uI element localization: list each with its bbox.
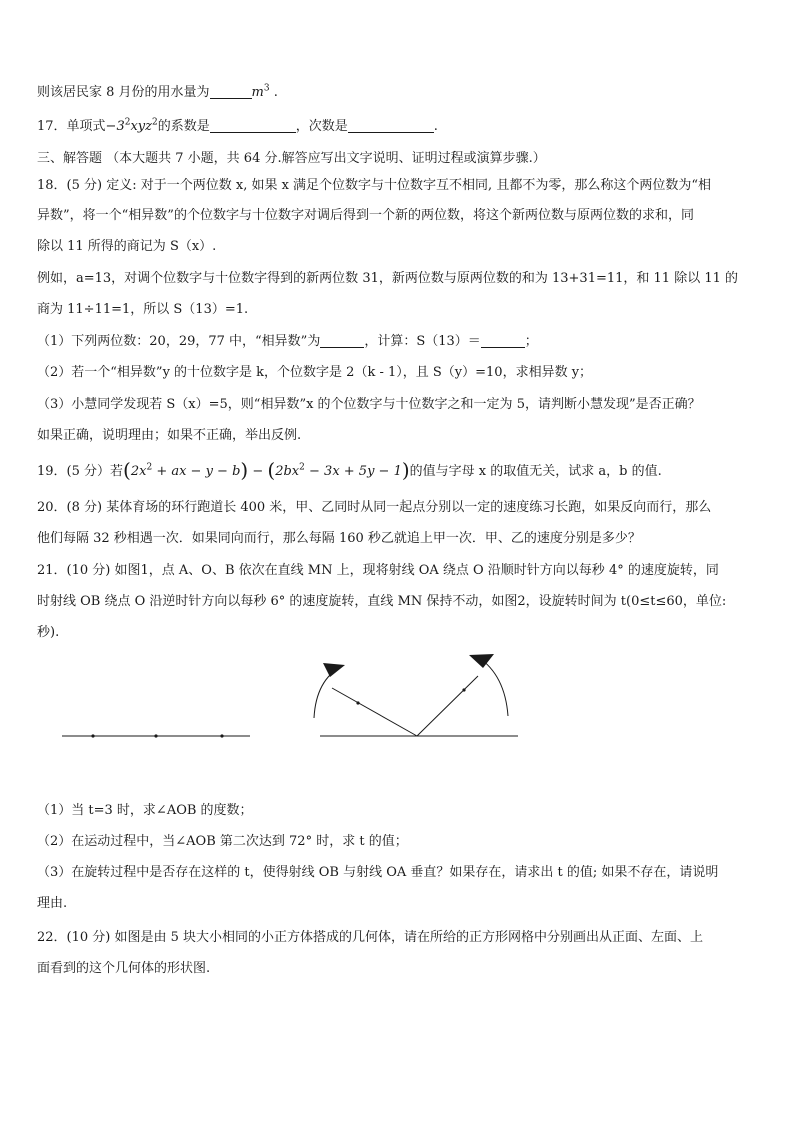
- arrowhead-ob: [469, 654, 494, 668]
- q18-line3: 除以 11 所得的商记为 S（x）.: [37, 239, 217, 254]
- paren-open: (: [267, 458, 276, 482]
- q21-part3-cont: 理由.: [37, 896, 68, 911]
- ray-oa: [332, 688, 417, 736]
- q18-part1: [37, 333, 757, 351]
- q18-part1-end: ；: [524, 334, 538, 349]
- q18-part1-text: （1）下列两位数：20，29，77 中，“相异数”为: [37, 334, 321, 349]
- q19-label: 19．(5 分）若: [37, 464, 124, 479]
- q19: [37, 458, 757, 482]
- unit-exponent: 3: [263, 83, 270, 94]
- point-b: [220, 734, 223, 737]
- exp: 2: [299, 462, 305, 473]
- section-heading: 三、解答题 （本大题共 7 小题，共 64 分.解答应写出文字说明、证明过程或演算步骤.）: [37, 151, 546, 166]
- point-o: [154, 734, 157, 737]
- q18-part1-text2: ，计算：S（13）＝: [364, 334, 481, 349]
- figure-1: [62, 734, 250, 737]
- arrowhead-oa: [323, 663, 345, 677]
- answer-blank: [481, 334, 525, 348]
- q21-part1: （1）当 t=3 时，求∠AOB 的度数；: [37, 803, 253, 818]
- q21-part3: （3）在旋转过程中是否存在这样的 t，使得射线 OB 与射线 OA 垂直？如果存在，请求出 t 的值; 如果不存在，请说明: [37, 865, 719, 880]
- q17-label: 17．单项式: [37, 119, 106, 134]
- q21-line1: 21．(10 分) 如图1，点 A、O、B 依次在直线 MN 上，现将射线 OA 绕点 O 沿顺时针方向以每秒 4° 的速度旋转，同: [37, 563, 719, 578]
- q19-rest1: + ax − y − b: [152, 464, 241, 479]
- q18-example1: 例如，a=13，对调个位数字与十位数字得到的新两位数 31，新两位数与原两位数的和为 13+31=11，和 11 除以 11 的: [37, 271, 739, 286]
- unit: m: [251, 85, 264, 100]
- q18-part2: （2）若一个“相异数”y 的十位数字是 k，个位数字是 2（k - 1），且 S（y）=10，求相异数 y；: [37, 365, 593, 380]
- paren-close: ): [401, 458, 410, 482]
- figure-2: [314, 654, 518, 736]
- paren-close: ): [240, 458, 249, 482]
- answer-blank: [320, 334, 364, 348]
- q19-term2: 2bx: [275, 464, 300, 479]
- exp: 2: [146, 462, 153, 473]
- answer-blank: [210, 85, 252, 99]
- q16-tail: [37, 84, 757, 102]
- q20-line1: 20．(8 分) 某体育场的环行跑道长 400 米，甲、乙同时从同一起点分别以一定的速度练习长跑，如果反向而行，那么: [37, 500, 712, 515]
- figures: [0, 650, 794, 795]
- period: .: [273, 85, 278, 100]
- point-a: [91, 734, 94, 737]
- minus: −: [248, 464, 268, 479]
- paren-open: (: [123, 458, 131, 482]
- answer-blank: [210, 119, 296, 133]
- q17-text2: ，次数是: [295, 119, 348, 134]
- q17-coef: −3: [105, 119, 125, 134]
- q21-line2: 时射线 OB 绕点 O 沿逆时针方向以每秒 6° 的速度旋转，直线 MN 保持不动，如图2，设旋转时间为 t(0≤t≤60，单位:: [37, 594, 727, 609]
- q22-line2: 面看到的这个几何体的形状图.: [37, 961, 211, 976]
- q17-vars: xyz: [130, 119, 152, 134]
- point-a: [356, 701, 359, 704]
- q19-tail: 的值与字母 x 的取值无关，试求 a，b 的值.: [409, 464, 662, 479]
- q18-part3-cont: 如果正确，说明理由；如果不正确，举出反例.: [37, 428, 302, 443]
- q18-example2: 商为 11÷11=1，所以 S（13）=1.: [37, 302, 249, 317]
- q17: [37, 118, 757, 136]
- q21-line3: 秒).: [37, 625, 60, 640]
- q19-term1: 2x: [130, 464, 147, 479]
- point-b: [462, 688, 465, 691]
- answer-blank: [348, 119, 434, 133]
- q18-part3: （3）小慧同学发现若 S（x）=5，则“相异数”x 的个位数字与十位数字之和一定为 5，请判断小慧发现”是否正确？: [37, 397, 701, 412]
- arc-oa: [314, 666, 342, 718]
- q17-exp1: 2: [124, 117, 131, 128]
- q17-text1: 的系数是: [157, 119, 210, 134]
- q17-end: .: [433, 119, 438, 134]
- q22-line1: 22．(10 分) 如图是由 5 块大小相同的小正方体搭成的几何体，请在所给的正方形网格中分别画出从正面、左面、上: [37, 930, 704, 945]
- q19-rest2: − 3x + 5y − 1: [304, 464, 402, 479]
- q21-part2: （2）在运动过程中，当∠AOB 第二次达到 72° 时，求 t 的值；: [37, 834, 408, 849]
- q18-line1: 18．(5 分) 定义: 对于一个两位数 x, 如果 x 满足个位数字与十位数字互不相同, 且都不为零，那么称这个两位数为“相: [37, 178, 711, 193]
- q20-line2: 他们每隔 32 秒相遇一次．如果同向而行，那么每隔 160 秒乙就追上甲一次．甲、乙的速度分别是多少？: [37, 531, 641, 546]
- ray-ob: [417, 676, 478, 736]
- q17-exp2: 2: [151, 117, 158, 128]
- q16-text: 则该居民家 8 月份的用水量为: [37, 85, 210, 100]
- q18-line2: 异数”，将一个“相异数”的个位数字与十位数字对调后得到一个新的两位数，将这个新两位数与原两位数的求和，同: [37, 208, 694, 223]
